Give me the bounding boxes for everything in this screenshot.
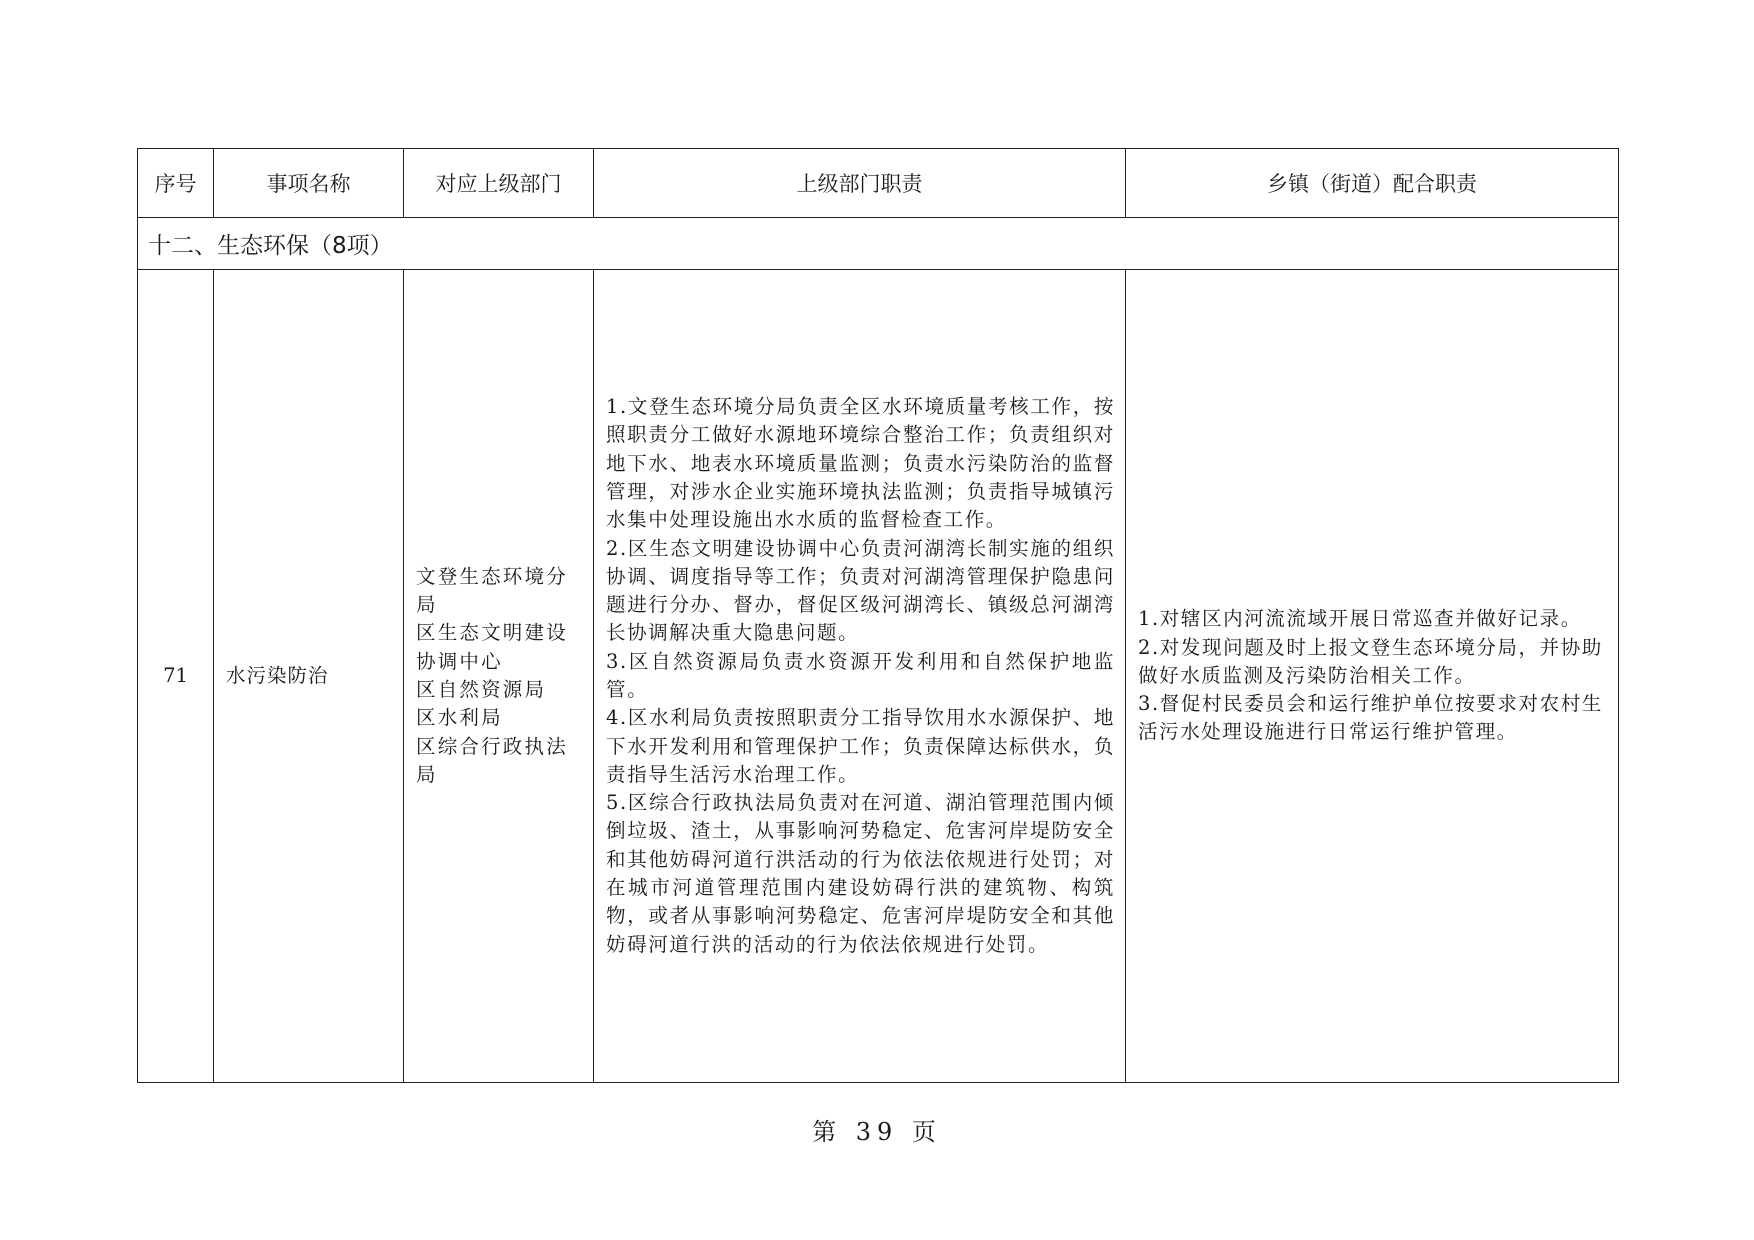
header-town-duty: 乡镇（街道）配合职责 <box>1126 149 1619 218</box>
department-line: 区生态文明建设 <box>416 621 568 645</box>
page-number: 第 39 页 <box>812 1118 942 1146</box>
department-line: 区自然资源局 <box>416 678 547 701</box>
department-line: 区综合行政执法 <box>416 734 568 758</box>
town-duty-item: 1.对辖区内河流流域开展日常巡查并做好记录。 <box>1138 607 1582 631</box>
table-header-row <box>138 149 1619 218</box>
upper-duty-item: 4.区水利局负责按照职责分工指导饮用水水源保护、地下水开发利用和管理保护工作；负责保障达标供水，负责指导生活污水治理工作。 <box>606 706 1115 786</box>
department-line: 协调中心 <box>416 649 503 673</box>
town-duty-item: 3.督促村民委员会和运行维护单位按要求对农村生活污水处理设施进行日常运行维护管理。 <box>1138 692 1603 744</box>
item-name: 水污染防治 <box>214 270 404 1083</box>
department-line: 局 <box>416 762 438 786</box>
row-number: 71 <box>138 270 214 1083</box>
upper-duty-item: 3.区自然资源局负责水资源开发利用和自然保护地监管。 <box>606 649 1115 701</box>
header-dept: 对应上级部门 <box>404 149 594 218</box>
header-upper-duty: 上级部门职责 <box>594 149 1126 218</box>
department-line: 局 <box>416 593 438 617</box>
departments-cell <box>404 270 594 1083</box>
town-duty-item: 2.对发现问题及时上报文登生态环境分局，并协助做好水质监测及污染防治相关工作。 <box>1138 635 1603 687</box>
upper-duty-item: 1.文登生态环境分局负责全区水环境质量考核工作，按照职责分工做好水源地环境综合整治工作；负责组织对地下水、地表水环境质量监测；负责水污染防治的监督管理，对涉水企业实施环境执法监测；负责指导城镇污水集中处理设施出水水质的监督检查工作。 <box>606 395 1115 532</box>
header-num: 序号 <box>138 149 214 218</box>
header-name: 事项名称 <box>214 149 404 218</box>
upper-duty-item: 2.区生态文明建设协调中心负责河湖湾长制实施的组织协调、调度指导等工作；负责对河湖湾管理保护隐患问题进行分办、督办，督促区级河湖湾长、镇级总河湖湾长协调解决重大隐患问题。 <box>606 536 1115 645</box>
department-line: 文登生态环境分 <box>416 564 568 588</box>
section-title: 十二、生态环保（8项） <box>138 218 1619 270</box>
section-row <box>138 218 1619 270</box>
town-duties-cell <box>1126 270 1619 1083</box>
upper-duties-cell <box>594 270 1126 1083</box>
upper-duty-item: 5.区综合行政执法局负责对在河道、湖泊管理范围内倾倒垃圾、渣土，从事影响河势稳定、危害河岸堤防安全和其他妨碍河道行洪活动的行为依法依规进行处罚；对在城市河道管理范围内建设妨碍行洪的建筑物、构筑物，或者从事影响河势稳定、危害河岸堤防安全和其他妨碍河道行洪的活动的行为依法依规进行处罚。 <box>606 791 1115 956</box>
department-line: 区水利局 <box>416 706 503 730</box>
table-row <box>138 270 1619 1083</box>
duty-table <box>137 148 1619 1083</box>
